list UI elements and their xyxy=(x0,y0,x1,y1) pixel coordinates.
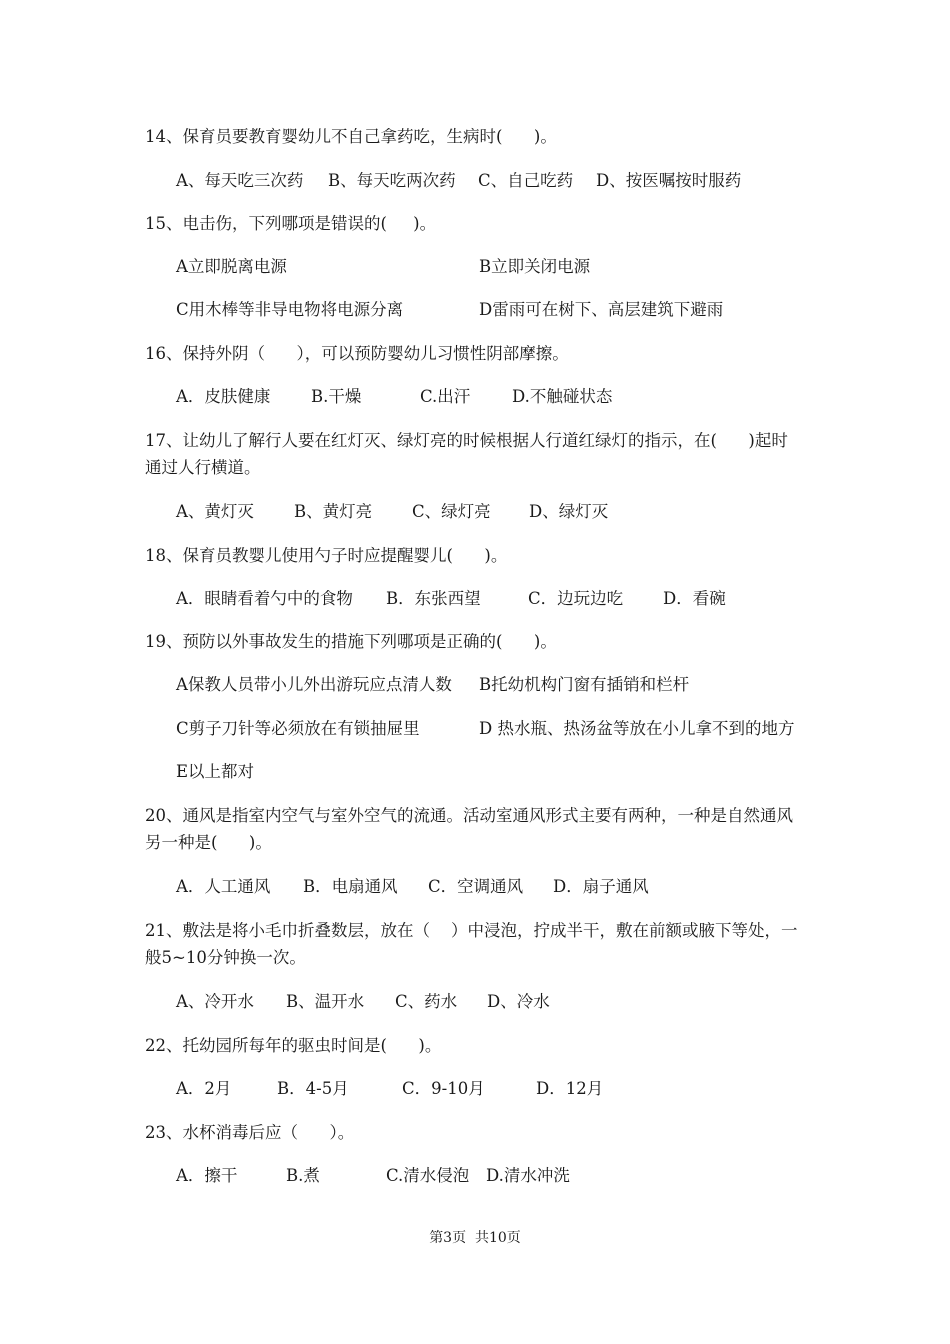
question-21-option: C、药水 xyxy=(395,992,458,1011)
question-20-option: C．空调通风 xyxy=(428,877,524,896)
question-17-option: D、绿灯灭 xyxy=(529,502,609,521)
question-16-option: B.干燥 xyxy=(311,387,362,406)
question-19-option: C剪子刀针等必须放在有锁抽屉里 xyxy=(176,719,420,738)
question-14-option: B、每天吃两次药 xyxy=(328,171,456,190)
question-15-option: D雷雨可在树下、高层建筑下避雨 xyxy=(479,300,724,319)
question-16-option: A．皮肤健康 xyxy=(176,387,271,406)
question-20-line-1: 20、通风是指室内空气与室外空气的流通。活动室通风形式主要有两种，一种是自然通风 xyxy=(145,806,793,825)
question-14-option: C、自己吃药 xyxy=(478,171,574,190)
question-17-option: B、黄灯亮 xyxy=(294,502,373,521)
question-15-option: A立即脱离电源 xyxy=(176,257,287,276)
question-18-line-1: 18、保育员教婴儿使用勺子时应提醒婴儿( )。 xyxy=(145,546,508,565)
question-22-option: B．4-5月 xyxy=(277,1079,349,1098)
question-23-line-1: 23、水杯消毒后应（ ）。 xyxy=(145,1123,355,1142)
question-22-option: D．12月 xyxy=(536,1079,604,1098)
question-18-option: C．边玩边吃 xyxy=(528,589,624,608)
question-15-option: C用木棒等非导电物将电源分离 xyxy=(176,300,404,319)
question-18-option: B．东张西望 xyxy=(386,589,481,608)
question-19-option: A保教人员带小儿外出游玩应点清人数 xyxy=(176,675,452,694)
question-21-option: A、冷开水 xyxy=(176,992,254,1011)
question-23-option: C.清水侵泡 xyxy=(386,1166,470,1185)
question-20-option: D．扇子通风 xyxy=(553,877,649,896)
question-19-line-1: 19、预防以外事故发生的措施下列哪项是正确的( )。 xyxy=(145,632,557,651)
question-23-option: B.煮 xyxy=(286,1166,320,1185)
question-22-option: A．2月 xyxy=(176,1079,232,1098)
question-19-option: D 热水瓶、热汤盆等放在小儿拿不到的地方 xyxy=(479,719,795,738)
question-20-line-2: 另一种是( )。 xyxy=(145,833,272,852)
question-20-option: B．电扇通风 xyxy=(303,877,398,896)
question-19-option: B托幼机构门窗有插销和栏杆 xyxy=(479,675,690,694)
question-16-option: D.不触碰状态 xyxy=(512,387,613,406)
question-14-line-1: 14、保育员要教育婴幼儿不自己拿药吃，生病时( )。 xyxy=(145,127,557,146)
question-17-option: C、绿灯亮 xyxy=(412,502,491,521)
question-19-option: E以上都对 xyxy=(176,762,255,781)
question-15-option: B立即关闭电源 xyxy=(479,257,591,276)
question-17-line-2: 通过人行横道。 xyxy=(145,458,261,477)
question-16-option: C.出汗 xyxy=(420,387,471,406)
question-20-option: A．人工通风 xyxy=(176,877,271,896)
question-15-line-1: 15、电击伤，下列哪项是错误的( )。 xyxy=(145,214,437,233)
question-21-line-1: 21、敷法是将小毛巾折叠数层，放在（ ）中浸泡，拧成半干，敷在前额或腋下等处，一 xyxy=(145,921,798,940)
question-22-option: C．9-10月 xyxy=(402,1079,485,1098)
question-21-line-2: 般5~10分钟换一次。 xyxy=(145,948,306,967)
question-18-option: A．眼睛看着勺中的食物 xyxy=(176,589,353,608)
question-14-option: D、按医嘱按时服药 xyxy=(596,171,742,190)
question-23-option: D.清水冲洗 xyxy=(486,1166,570,1185)
page-footer: 第3页 共10页 xyxy=(429,1230,521,1246)
question-18-option: D．看碗 xyxy=(663,589,726,608)
question-21-option: B、温开水 xyxy=(286,992,365,1011)
question-23-option: A．擦干 xyxy=(176,1166,238,1185)
question-21-option: D、冷水 xyxy=(487,992,550,1011)
question-16-line-1: 16、保持外阴（ ），可以预防婴幼儿习惯性阴部摩擦。 xyxy=(145,344,569,363)
question-22-line-1: 22、托幼园所每年的驱虫时间是( )。 xyxy=(145,1036,442,1055)
question-14-option: A、每天吃三次药 xyxy=(176,171,304,190)
question-17-line-1: 17、让幼儿了解行人要在红灯灭、绿灯亮的时候根据人行道红绿灯的指示，在( )起时 xyxy=(145,431,788,450)
question-17-option: A、黄灯灭 xyxy=(176,502,254,521)
